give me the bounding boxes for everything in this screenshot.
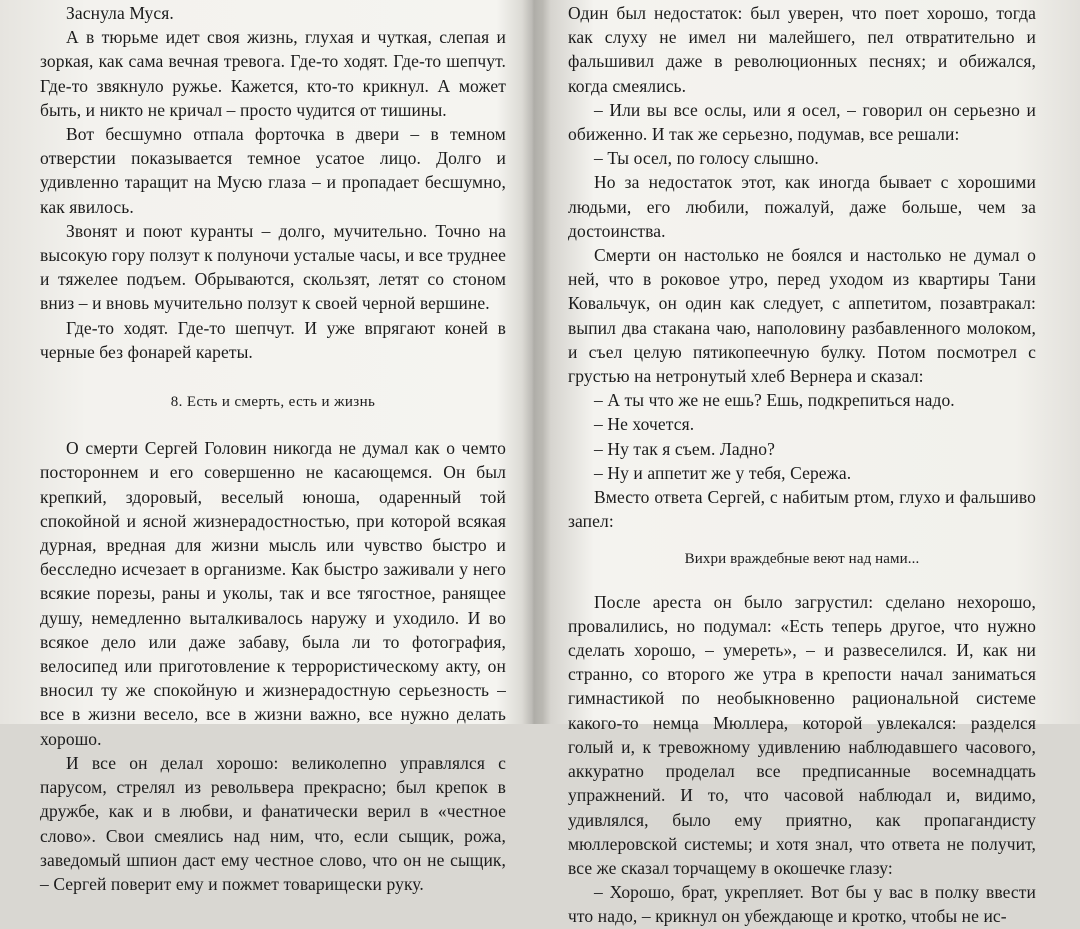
paragraph: О смерти Сергей Головин никогда не думал как о чемто постороннем и его совершенно не касающемся. Он был крепкий, здоровый, веселый юноша, одаренный той спокойной и ясной жизнерадостностью, при которой всякая дурная, вредная для жизни мысль или чувство быстро и бесследно исчезает в организме. Как быстро заживали у него всякие порезы, раны и уколы, так и все тягостное, ранящее душу, немедленно выталкивалось наружу и уходило. И во всякое дело или даже забаву, была ли то фотография, велосипед или приготовление к террористическому акту, он вносил ту же спокойную и жизнерадостную серьезность – все в жизни весело, все в жизни важно, все нужно делать хорошо. xyxy=(40,438,506,749)
paragraph: – Не хочется. xyxy=(594,414,695,435)
left-page-text xyxy=(40,1,506,896)
paragraph: – Ты осел, по голосу слышно. xyxy=(594,148,819,169)
paragraph: Но за недостаток этот, как иногда бывает с хорошими людьми, его любили, пожалуй, даже больше, чем за достоинства. xyxy=(568,172,1036,241)
paragraph: Смерти он настолько не боялся и настолько не думал о ней, что в роковое утро, перед уходом из квартиры Тани Ковальчук, он один как следует, с аппетитом, позавтракал: выпил два стакана чаю, наполовину разбавленного молоком, и съел целую пятикопеечную булку. Потом посмотрел с грустью на нетронутый хлеб Вернера и сказал: xyxy=(568,245,1036,387)
paragraph: Заснула Муся. xyxy=(66,3,174,23)
paragraph: – Ну так я съем. Ладно? xyxy=(594,438,775,459)
left-page xyxy=(0,0,530,894)
paragraph: Вместо ответа Сергей, с набитым ртом, глухо и фальшиво запел: xyxy=(568,487,1036,532)
paragraph: – А ты что же не ешь? Ешь, подкрепиться надо. xyxy=(594,390,955,411)
paragraph: После ареста он было загрустил: сделано нехорошо, провалились, но подумал: «Есть теперь другое, что нужно сделать хорошо, – умереть», – и развеселился. И, как ни странно, со второго же утра в крепости начал заниматься гимнастикой по необыкновенно рациональной системе какого-то немца Мюллера, которой увлекался: разделся голый и, к тревожному удивлению наблюдавшего часового, аккуратно проделал все предписанные восемнадцать упражнений. И то, что часовой наблюдал и, видимо, удивлялся, было ему приятно, как пропагандисту мюллеровской системы; и хотя знал, что ответа не получит, все же сказал торчащему в окошечке глазу: xyxy=(568,591,1036,878)
paragraph: Один был недостаток: был уверен, что поет хорошо, тогда как слуху не имел ни малейшего, пел отвратительно и фальшивил даже в революционных песнях; и обижался, когда смеялись. xyxy=(568,3,1036,96)
right-page-text xyxy=(568,1,1036,929)
right-page xyxy=(540,0,1080,927)
paragraph: Где-то ходят. Где-то шепчут. И уже впрягают коней в черные без фонарей кареты. xyxy=(40,317,506,362)
paragraph: А в тюрьме идет своя жизнь, глухая и чуткая, слепая и зоркая, как сама вечная тревога. Где-то ходят. Где-то шепчут. Где-то звякнуло ружье. Кажется, кто-то крикнул. А может быть, и никто не кричал – просто чудится от тишины. xyxy=(40,27,506,120)
paragraph: – Ну и аппетит же у тебя, Сережа. xyxy=(594,462,852,483)
paragraph: И все он делал хорошо: великолепно управлялся с парусом, стрелял из револьвера прекрасно; был крепок в дружбе, как и в любви, и фанатически верил в «честное слово». Свои смеялись над ним, что, если сыщик, рожа, заведомый шпион даст ему честное слово, что он не сыщик, – Сергей поверит ему и пожмет товарищески руку. xyxy=(40,752,506,894)
paragraph: – Или вы все ослы, или я осел, – говорил он серьезно и обиженно. И так же серьезно, подумав, все решали: xyxy=(568,99,1036,145)
song-quote: Вихри враждебные веют над нами... xyxy=(684,551,920,568)
paragraph: Звонят и поют куранты – долго, мучительно. Точно на высокую гору ползут к полуночи усталые часы, и все труднее и тяжелее подъем. Обрываются, скользят, летят со стоном вниз – и вновь мучительно ползут к своей черной вершине. xyxy=(40,220,506,314)
paragraph: – Хорошо, брат, укрепляет. Вот бы у вас в полку ввести что надо, – крикнул он убеждающе и кротко, чтобы не ис- xyxy=(568,882,1036,927)
paragraph: Вот бесшумно отпала форточка в двери – в темном отверстии показывается темное усатое лицо. Долго и удивленно таращит на Мусю глаза – и пропадает бесшумно, как явилось. xyxy=(40,124,506,217)
chapter-title: 8. Есть и смерть, есть и жизнь xyxy=(170,394,376,411)
